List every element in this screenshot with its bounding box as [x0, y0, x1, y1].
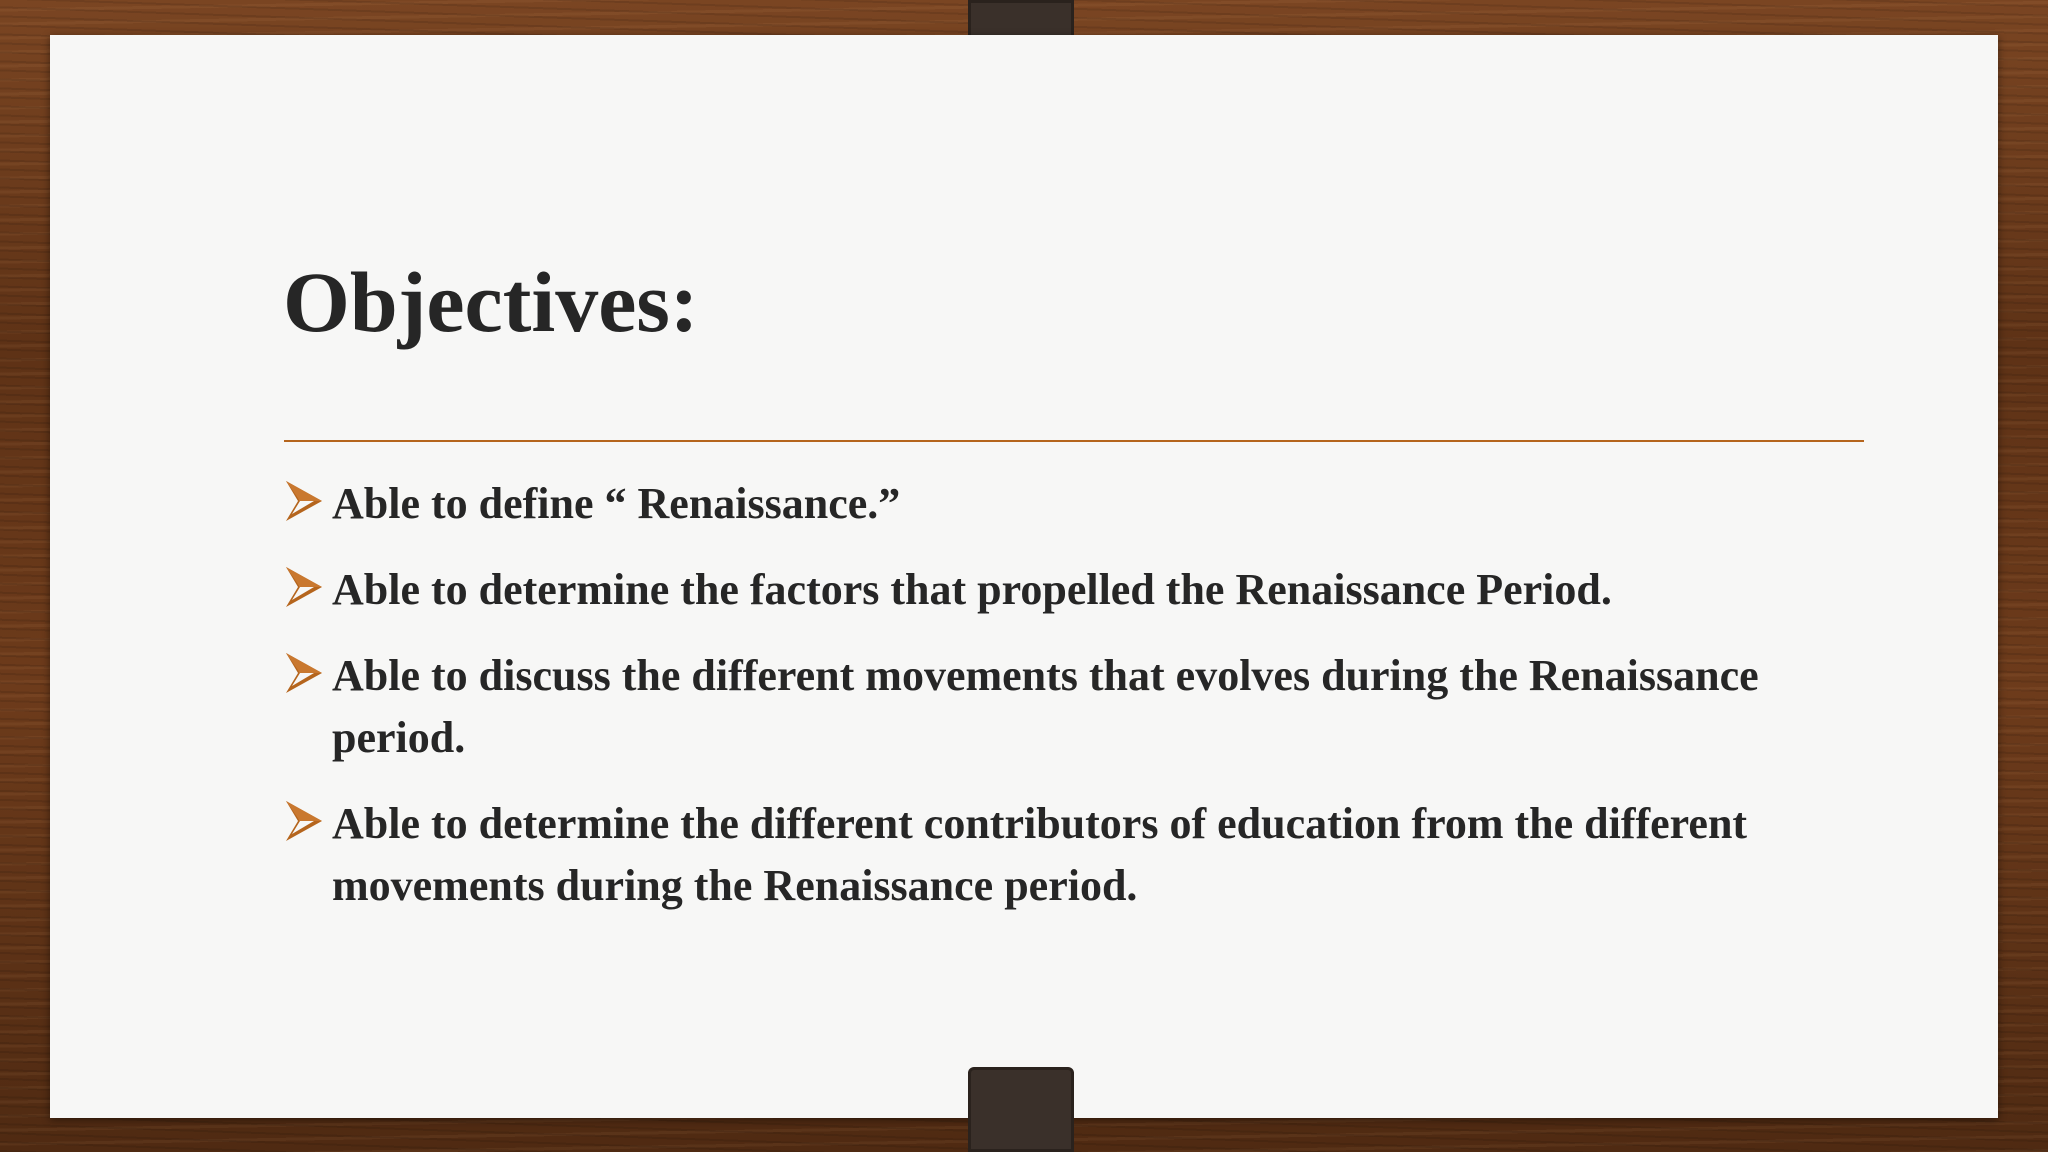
list-item [284, 559, 1884, 621]
arrowhead-bullet-icon [284, 479, 324, 523]
objectives-list [284, 473, 1884, 941]
bullet-text: Able to discuss the different movements that evolves during the Renaissance period. [332, 651, 1759, 762]
bullet-text: Able to define “ Renaissance.” [332, 479, 901, 528]
bottom-binder-clip [968, 1067, 1074, 1152]
slide-title: Objectives: [283, 254, 699, 350]
list-item [284, 793, 1884, 917]
list-item [284, 473, 1884, 535]
bullet-text: Able to determine the factors that propelled the Renaissance Period. [332, 565, 1612, 614]
arrowhead-bullet-icon [284, 565, 324, 609]
list-item [284, 645, 1884, 769]
arrowhead-bullet-icon [284, 799, 324, 843]
title-divider [284, 440, 1864, 442]
bullet-text: Able to determine the different contributors of education from the different movements during the Renaissance period. [332, 799, 1748, 910]
arrowhead-bullet-icon [284, 651, 324, 695]
slide-card [50, 35, 1998, 1118]
